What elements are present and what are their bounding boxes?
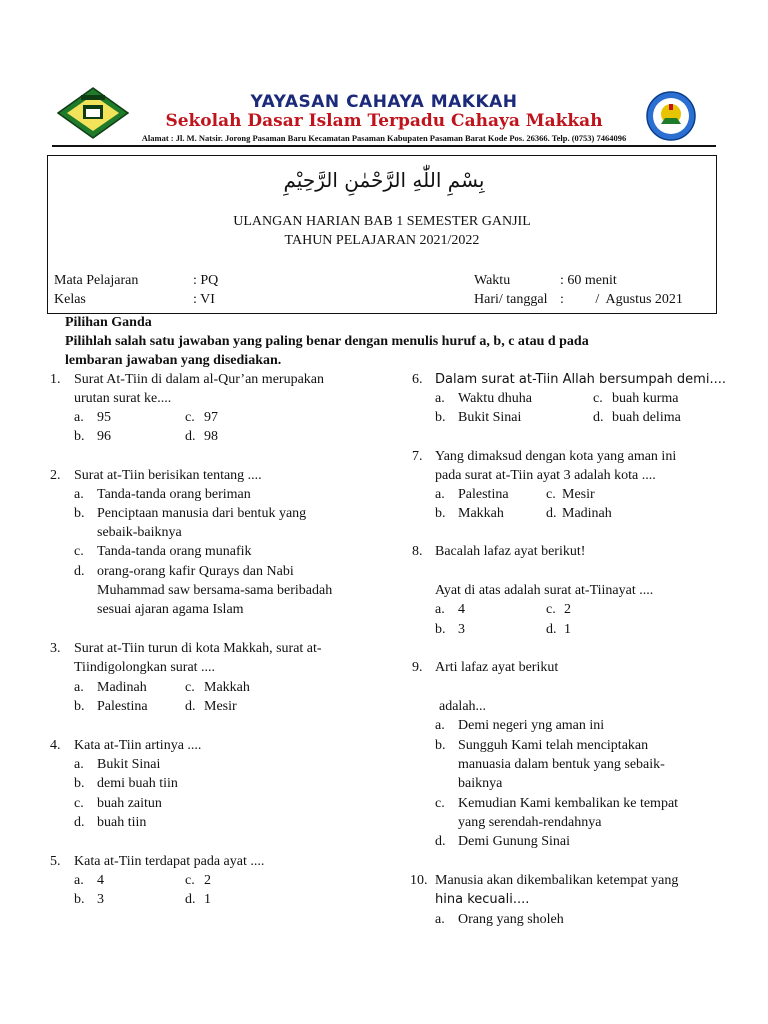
option-text: buah kurma (612, 391, 679, 406)
option-letter: d. (185, 892, 196, 907)
question-text: pada surat at-Tiin ayat 3 adalah kota .... (435, 468, 656, 483)
question-text: Bacalah lafaz ayat berikut! (435, 544, 586, 559)
option-letter: b. (435, 738, 446, 753)
question-number: 1. (50, 372, 61, 387)
option-text: Tanda-tanda orang beriman (97, 487, 251, 502)
school-address: Alamat : Jl. M. Natsir. Jorong Pasaman Baru Kecamatan Pasaman Kabupaten Pasaman Barat Kode Pos. 26366. Telp. (0753) 7464096 (141, 133, 627, 143)
question-text: Yang dimaksud dengan kota yang aman ini (435, 449, 677, 464)
exam-title: ULANGAN HARIAN BAB 1 SEMESTER GANJIL (233, 214, 531, 229)
option-letter: b. (435, 410, 446, 425)
option-text: 1 (204, 892, 211, 907)
option-letter: d. (74, 815, 85, 830)
option-letter: d. (185, 699, 196, 714)
question-number: 6. (412, 372, 423, 387)
option-text: Muhammad saw bersama-sama beribadah (97, 583, 333, 598)
option-text: demi buah tiin (97, 776, 178, 791)
option-text: Penciptaan manusia dari bentuk yang (97, 506, 307, 521)
option-letter: c. (546, 602, 556, 617)
option-letter: d. (435, 834, 446, 849)
question-text: urutan surat ke.... (74, 391, 172, 406)
question-text: hina kecuali.... (435, 892, 530, 907)
option-letter: c. (435, 796, 445, 811)
time-value: : 60 menit (560, 273, 617, 288)
right-logo (643, 90, 699, 142)
subject-label: Mata Pelajaran (54, 273, 139, 288)
question-number: 4. (50, 738, 61, 753)
option-letter: d. (185, 429, 196, 444)
option-letter: b. (435, 622, 446, 637)
question-text: Surat at-Tiin turun di kota Makkah, surat at- (74, 641, 322, 656)
option-letter: c. (185, 680, 195, 695)
question-number: 8. (412, 544, 423, 559)
option-text: Mesir (204, 699, 237, 714)
option-text: Demi negeri yng aman ini (458, 718, 605, 733)
option-text: Sungguh Kami telah menciptakan (458, 738, 649, 753)
question-text: Tiindigolongkan surat .... (74, 660, 216, 675)
instructions-line-1: Pilihlah salah satu jawaban yang paling benar dengan menulis huruf a, b, c atau d pada (65, 334, 589, 349)
section-heading: Pilihan Ganda (65, 315, 152, 330)
date-label: Hari/ tanggal (474, 292, 548, 307)
option-text: buah delima (612, 410, 681, 425)
option-letter: a. (435, 602, 445, 617)
question-text: adalah... (439, 699, 487, 714)
option-text: 97 (204, 410, 218, 425)
question-text: Arti lafaz ayat berikut (435, 660, 559, 675)
option-letter: a. (435, 912, 445, 927)
option-letter: c. (546, 487, 556, 502)
option-text: yang serendah-rendahnya (458, 815, 602, 830)
option-text: Bukit Sinai (97, 757, 161, 772)
question-text: Ayat di atas adalah surat at-Tiinayat .... (435, 583, 654, 598)
option-letter: d. (546, 622, 557, 637)
option-letter: d. (74, 564, 85, 579)
option-letter: b. (74, 776, 85, 791)
school-name: Sekolah Dasar Islam Terpadu Cahaya Makkah (165, 111, 603, 131)
option-text: 2 (204, 873, 211, 888)
question-number: 2. (50, 468, 61, 483)
option-letter: b. (74, 429, 85, 444)
option-letter: a. (74, 487, 84, 502)
option-text: 3 (97, 892, 104, 907)
option-text: Palestina (458, 487, 509, 502)
option-letter: a. (74, 873, 84, 888)
option-text: baiknya (458, 776, 503, 791)
option-text: 4 (97, 873, 104, 888)
option-letter: b. (74, 892, 85, 907)
option-text: Orang yang sholeh (458, 912, 564, 927)
option-letter: a. (74, 410, 84, 425)
basmala: بِسْمِ اللّٰهِ الرَّحْمٰنِ الرَّحِيْمِ (283, 168, 485, 192)
option-text: Madinah (97, 680, 147, 695)
question-text: Kata at-Tiin artinya .... (74, 738, 202, 753)
option-text: buah zaitun (97, 796, 162, 811)
option-text: Kemudian Kami kembalikan ke tempat (458, 796, 679, 811)
option-text: 1 (564, 622, 571, 637)
question-number: 5. (50, 854, 61, 869)
option-letter: b. (435, 506, 446, 521)
option-letter: a. (435, 391, 445, 406)
question-text: Surat At-Tiin di dalam al-Qur’an merupakan (74, 372, 325, 387)
letterhead-divider (52, 145, 716, 147)
option-letter: c. (185, 873, 195, 888)
instructions-line-2: lembaran jawaban yang disediakan. (65, 353, 282, 368)
option-letter: d. (546, 506, 557, 521)
question-number: 10. (410, 873, 428, 888)
option-text: 98 (204, 429, 218, 444)
option-letter: c. (74, 796, 84, 811)
question-number: 7. (412, 449, 423, 464)
question-number: 3. (50, 641, 61, 656)
subject-value: : PQ (193, 273, 219, 288)
question-number: 9. (412, 660, 423, 675)
option-text: Makkah (458, 506, 504, 521)
question-text: Kata at-Tiin terdapat pada ayat .... (74, 854, 265, 869)
class-value: : VI (193, 292, 215, 307)
option-text: orang-orang kafir Qurays dan Nabi (97, 564, 294, 579)
option-text: Bukit Sinai (458, 410, 522, 425)
option-text: 4 (458, 602, 465, 617)
option-text: Makkah (204, 680, 250, 695)
option-text: sesuai ajaran agama Islam (97, 602, 244, 617)
option-text: Waktu dhuha (458, 391, 532, 406)
option-letter: c. (185, 410, 195, 425)
option-letter: c. (593, 391, 603, 406)
option-text: 2 (564, 602, 571, 617)
time-label: Waktu (474, 273, 511, 288)
option-text: buah tiin (97, 815, 147, 830)
exam-year: TAHUN PELAJARAN 2021/2022 (284, 233, 480, 248)
option-text: Madinah (562, 506, 612, 521)
option-letter: b. (74, 699, 85, 714)
option-letter: a. (74, 757, 84, 772)
option-text: Tanda-tanda orang munafik (97, 544, 252, 559)
option-letter: c. (74, 544, 84, 559)
question-text: Manusia akan dikembalikan ketempat yang (435, 873, 679, 888)
question-text: Surat at-Tiin berisikan tentang .... (74, 468, 262, 483)
option-text: 95 (97, 410, 111, 425)
option-text: Mesir (562, 487, 595, 502)
class-label: Kelas (54, 292, 86, 307)
option-text: sebaik-baiknya (97, 525, 182, 540)
option-text: 96 (97, 429, 111, 444)
option-text: Demi Gunung Sinai (458, 834, 570, 849)
date-value: : / Agustus 2021 (560, 292, 683, 307)
option-letter: a. (74, 680, 84, 695)
question-text: Dalam surat at-Tiin Allah bersumpah demi.... (435, 372, 726, 387)
option-text: manuasia dalam bentuk yang sebaik- (458, 757, 665, 772)
option-letter: d. (593, 410, 604, 425)
option-text: Palestina (97, 699, 148, 714)
option-letter: b. (74, 506, 85, 521)
option-text: 3 (458, 622, 465, 637)
option-letter: a. (435, 718, 445, 733)
organization-name: YAYASAN CAHAYA MAKKAH (250, 92, 518, 112)
option-letter: a. (435, 487, 445, 502)
